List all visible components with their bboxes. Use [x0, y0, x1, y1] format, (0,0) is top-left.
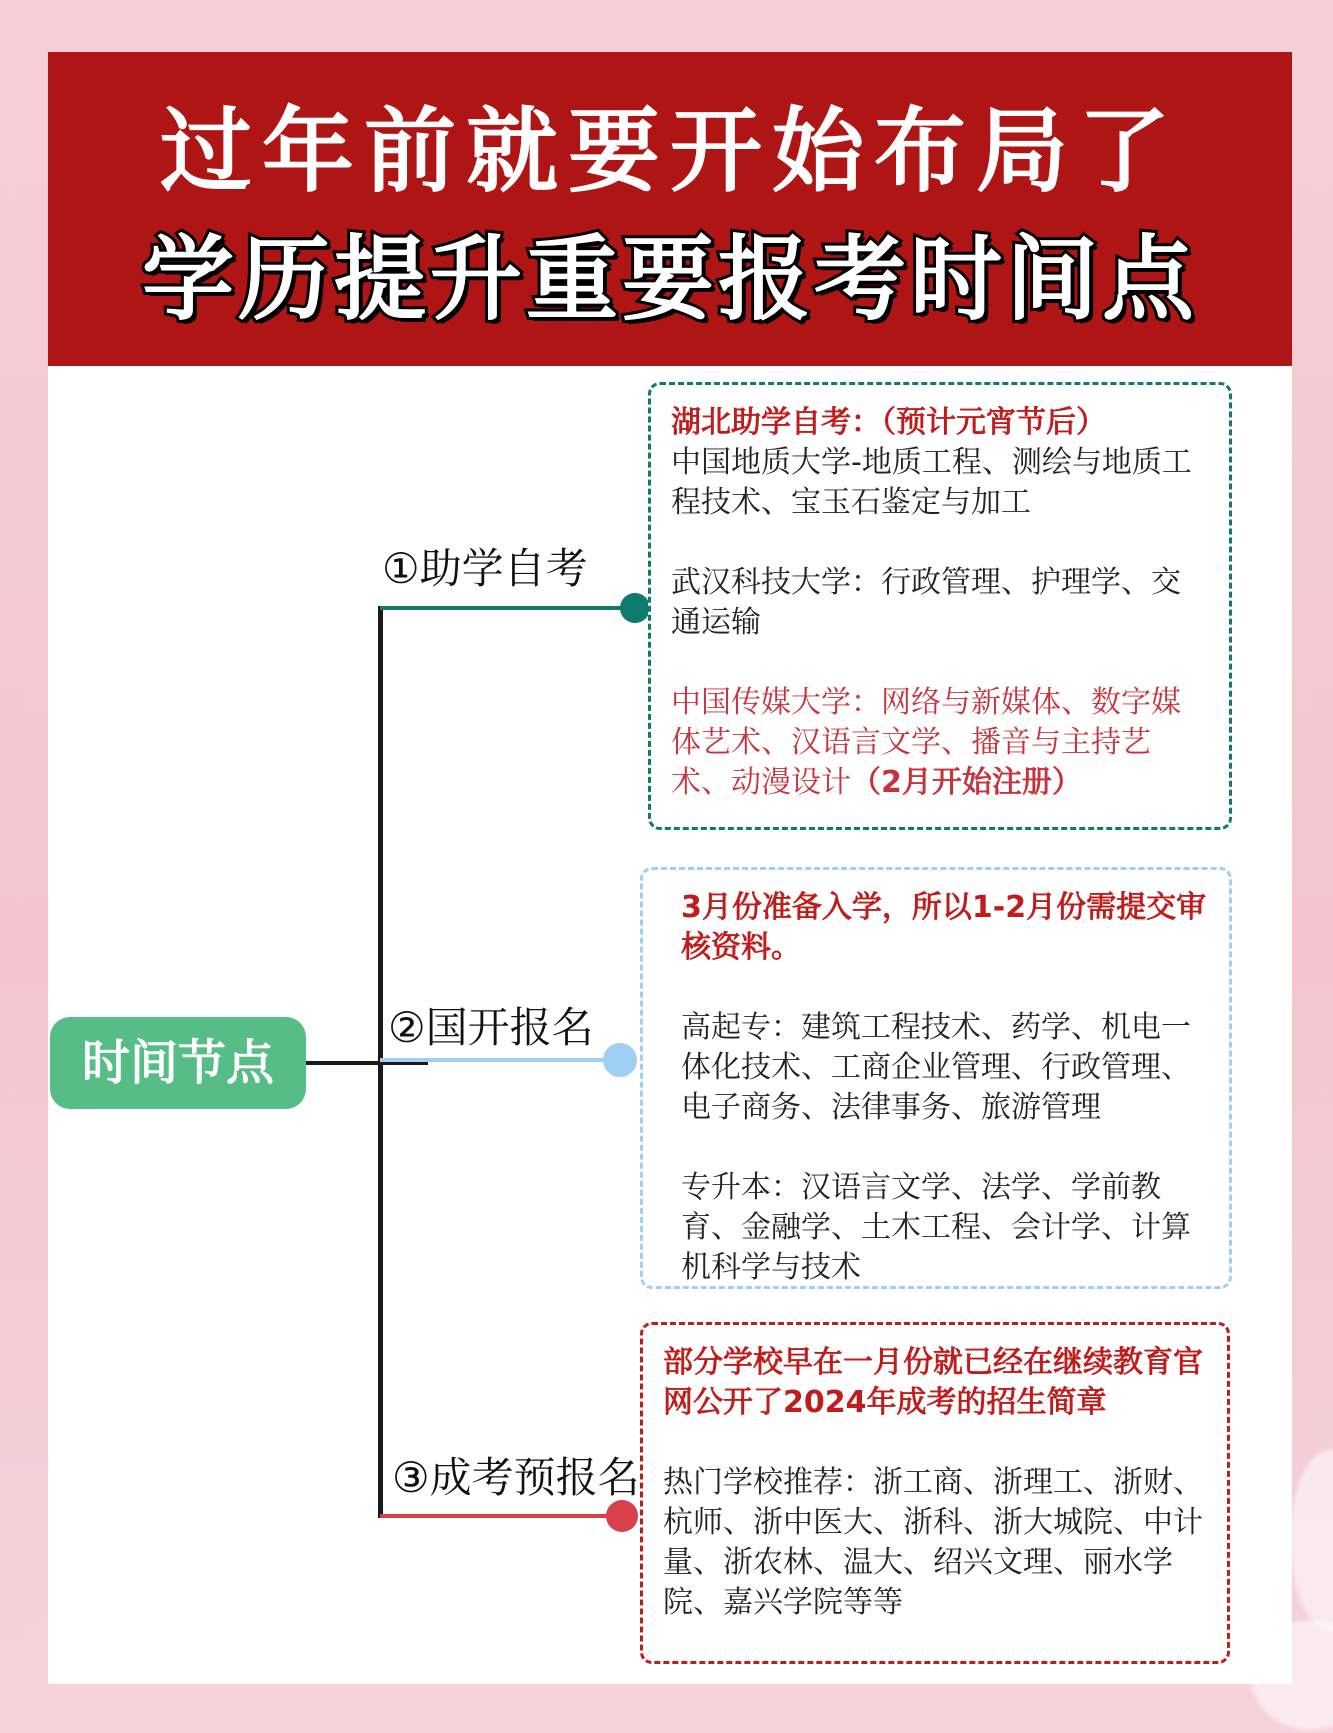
- box-2-heading: 3月份准备入学，所以1-2月份需提交审核资料。: [681, 890, 1207, 965]
- box-2-text: 高起专：建筑工程技术、药学、机电一体化技术、工商企业管理、行政管理、电子商务、法律事务、旅游管理: [681, 1010, 1191, 1125]
- branch-2-box: [640, 867, 1232, 1289]
- trunk-line: [378, 606, 383, 1518]
- branch-3-box: [640, 1322, 1230, 1664]
- header-banner: [48, 52, 1292, 366]
- box-3-text: 热门学校推荐：浙工商、浙理工、浙财、杭师、浙中医大、浙科、浙大城院、中计量、浙农林、温大、绍兴文理、丽水学院、嘉兴学院等等: [663, 1465, 1203, 1620]
- title-line-2: 学历提升重要报考时间点: [141, 226, 1198, 333]
- branch-3-line: [380, 1514, 618, 1518]
- root-node: 时间节点: [50, 1017, 306, 1109]
- branch-1-label: ①助学自考: [382, 544, 588, 593]
- box-1-heading: 湖北助学自考：（预计元宵节后）: [671, 405, 1106, 440]
- title-line-1: 过年前就要开始布局了: [159, 98, 1180, 205]
- box-1-text: 武汉科技大学：行政管理、护理学、交通运输: [671, 565, 1181, 640]
- branch-1-box: [648, 382, 1232, 830]
- branch-3-label: ③成考预报名: [392, 1453, 640, 1502]
- background-petal: [1290, 1450, 1333, 1630]
- branch-2-dot: [603, 1043, 637, 1077]
- branch-2-line: [380, 1058, 616, 1062]
- branch-2-label: ②国开报名: [388, 1003, 594, 1052]
- box-1-text: 中国地质大学-地质工程、测绘与地质工程技术、宝玉石鉴定与加工: [671, 445, 1192, 520]
- branch-1-line: [380, 606, 635, 610]
- box-3-heading: 部分学校早在一月份就已经在继续教育官网公开了2024年成考的招生简章: [663, 1345, 1203, 1420]
- box-1-highlight-note: （2月开始注册）: [851, 765, 1082, 800]
- branch-3-dot: [606, 1500, 638, 1532]
- box-2-text: 专升本：汉语言文学、法学、学前教育、金融学、土木工程、会计学、计算机科学与技术: [681, 1170, 1191, 1285]
- box-1-highlight-text: 中国传媒大学：网络与新媒体、数字媒体艺术、汉语言文学、播音与主持艺术、动漫设计: [671, 685, 1181, 800]
- poster-card: [48, 52, 1292, 1684]
- branch-1-dot: [620, 593, 650, 623]
- box-1-highlight: [671, 683, 1209, 803]
